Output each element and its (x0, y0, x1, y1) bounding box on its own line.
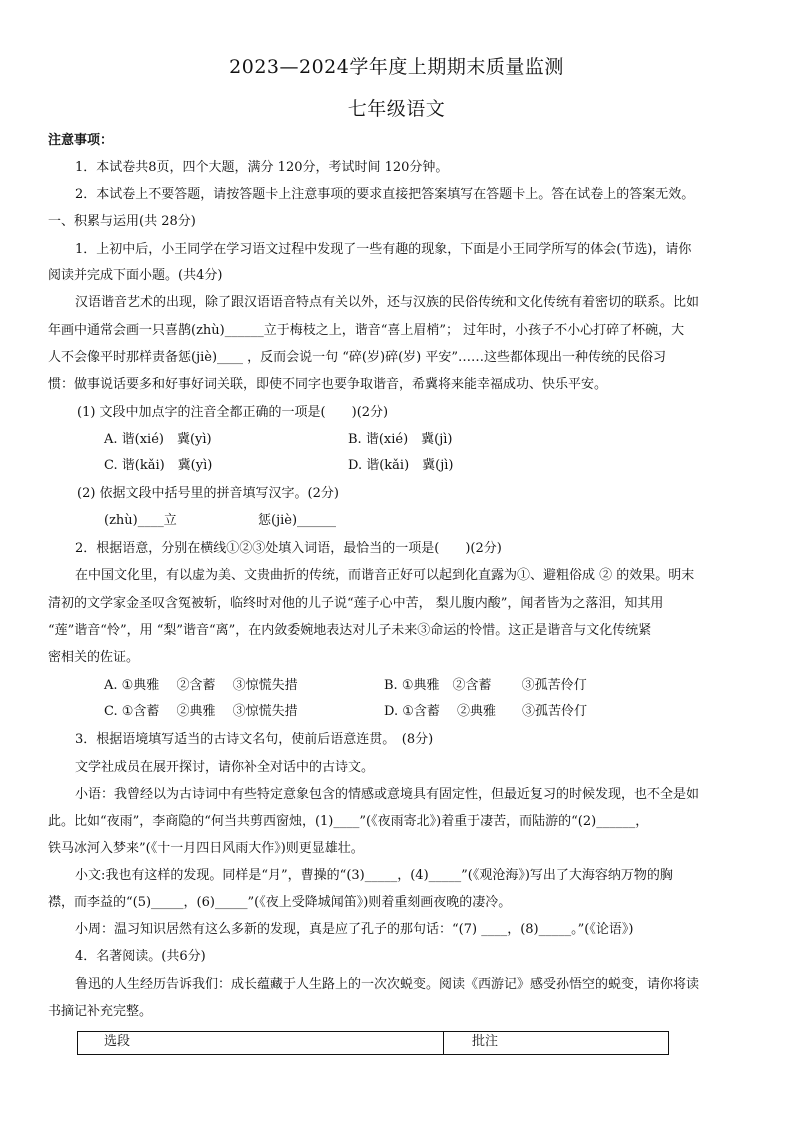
q2-option-c: C. ①含蓄 ②典雅 ③惊慌失措 (104, 704, 298, 719)
exam-subtitle: 七年级语文 (347, 98, 446, 120)
q3-xiaoyu-line-2: 此。比如“夜雨”，李商隐的“何当共剪西窗烛，(1)____”(《夜雨寄北》)着重于凄苦，而陆游的“(2)______， (48, 814, 649, 829)
q2-option-b: B. ①典雅 ②含蓄 ③孤苦伶仃 (384, 678, 587, 693)
exam-title: 2023—2024学年度上期期末质量监测 (229, 56, 564, 78)
q2-option-a: A. ①典雅 ②含蓄 ③惊慌失措 (104, 678, 298, 693)
q1-sub1-option-c: C. 谐(kǎi) 冀(yì) (104, 458, 213, 473)
table-header-excerpt: 选段 (78, 1032, 444, 1054)
q1-sub1-stem: (1) 文段中加点字的注音全都正确的一项是( )(2分) (77, 405, 389, 420)
q3-stem: 3．根据语境填写适当的古诗文名句，使前后语意连贯。 (8分) (75, 732, 434, 747)
q1-passage-line-4: 惯：做事说话要多和好事好词关联，即使不同字也要争取谐音，希冀将来能幸福成功、快乐平安。 (48, 377, 608, 392)
notice-item-1: 1．本试卷共8页，四个大题，满分 120分，考试时间 120分钟。 (75, 160, 449, 175)
q2-passage-line-3: “莲”谐音“怜”，用 “梨”谐音“离”，在内敛委婉地表达对儿子未来③命运的怜惜。这正是谐音与文化传统紧 (48, 623, 652, 638)
table-header-annotation: 批注 (472, 1034, 499, 1049)
q3-xiaoyu-line-1: 小语：我曾经以为古诗词中有些特定意象包含的情感或意境具有固定性，但最近复习的时候发现，也不全是如 (75, 787, 700, 802)
q1-sub2-stem: (2) 依据文段中括号里的拼音填写汉字。(2分) (77, 486, 339, 501)
notice-heading: 注意事项： (48, 133, 114, 148)
q1-passage-line-1: 汉语谐音艺术的出现，除了跟汉语语音特点有关以外，还与汉族的民俗传统和文化传统有着密切的联系。比如 (75, 295, 700, 310)
q1-passage-line-3: 人不会像平时那样责备惩(jiè)____ ，反而会说一句 “碎(岁)碎(岁) 平安”……这些都体现出一种传统的民俗习 (48, 350, 667, 365)
q1-passage-line-2: 年画中通常会画一只喜鹊(zhù)______立于梅枝之上，谐音“喜上眉梢”； 过年时，小孩子不小心打碎了杯碗，大 (48, 323, 685, 338)
q3-xiaoyu-line-3: 铁马冰河入梦来”(《十一月四日风雨大作》)则更显雄壮。 (48, 841, 364, 856)
q2-passage-line-2: 清初的文学家金圣叹含冤被斩，临终时对他的儿子说“莲子心中苦， 梨儿腹内酸”，闻者皆为之落泪，知其用 (48, 596, 664, 611)
q1-intro-line-1: 1．上初中后，小王同学在学习语文过程中发现了一些有趣的现象，下面是小王同学所写的体会(节选)，请你 (75, 242, 692, 257)
q1-sub2-blank-a: (zhù)____立 (104, 513, 177, 528)
q1-sub1-option-a: A. 谐(xié) 冀(yì) (104, 432, 212, 447)
q1-sub1-option-d: D. 谐(kǎi) 冀(jì) (348, 458, 454, 473)
q1-sub2-blank-b: 惩(jiè)______ (258, 513, 337, 528)
q4-stem: 4．名著阅读。(共6分) (75, 949, 206, 964)
q3-xiaowen-line-2: 襟，而李益的“(5)_____，(6)_____”(《夜上受降城闻笛》)则着重刻画夜晚的凄冷。 (48, 895, 512, 910)
q4-passage-line-2: 书摘记补充完整。 (48, 1004, 153, 1019)
q2-passage-line-4: 密相关的佐证。 (48, 650, 140, 665)
notice-item-2: 2．本试卷上不要答题，请按答题卡上注意事项的要求直接把答案填写在答题卡上。答在试卷上的答案无效。 (75, 187, 695, 202)
q3-xiaozhou-line: 小周：温习知识居然有这么多新的发现，真是应了孔子的那句话：“(7) ____，(8)_____。”(《论语》) (75, 922, 634, 937)
q2-passage-line-1: 在中国文化里，有以虚为美、文贵曲折的传统，而谐音正好可以起到化直露为①、避粗俗成 ② 的效果。明末 (75, 568, 695, 583)
q1-sub1-option-b: B. 谐(xié) 冀(jì) (348, 432, 453, 447)
q2-stem: 2．根据语意，分别在横线①②③处填入词语，最恰当的一项是( )(2分) (75, 541, 502, 556)
q3-intro: 文学社成员在展开探讨，请你补全对话中的古诗文。 (75, 760, 375, 775)
reading-notes-table (77, 1031, 669, 1055)
section-1-heading: 一、积累与运用(共 28分) (48, 214, 196, 229)
q3-xiaowen-line-1: 小文:我也有这样的发现。同样是“月”，曹操的“(3)_____，(4)_____”(《观沧海》)写出了大海容纳万物的胸 (75, 868, 673, 883)
q4-passage-line-1: 鲁迅的人生经历告诉我们：成长蕴藏于人生路上的一次次蜕变。阅读《西游记》感受孙悟空的蜕变，请你将读 (75, 977, 700, 992)
q1-intro-line-2: 阅读并完成下面小题。(共4分) (48, 268, 223, 283)
q2-option-d: D. ①含蓄 ②典雅 ③孤苦伶仃 (384, 704, 588, 719)
